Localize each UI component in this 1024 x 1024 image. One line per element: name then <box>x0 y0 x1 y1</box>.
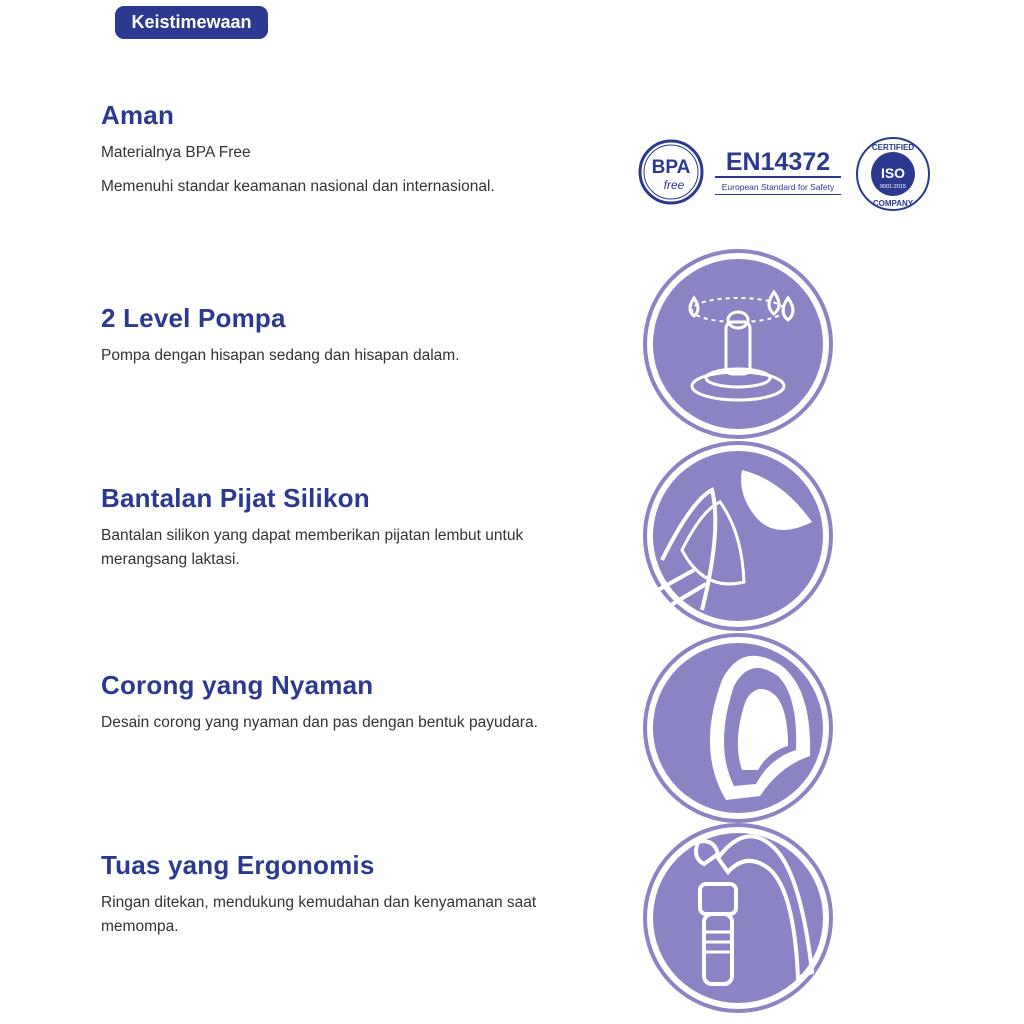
funnel-icon <box>642 632 834 824</box>
silicone-massage-icon <box>642 440 834 632</box>
svg-text:European Standard for Safety: European Standard for Safety <box>721 182 835 192</box>
feature-text: Bantalan silikon yang dapat memberikan pijatan lembut untuk merangsang laktasi. <box>101 527 524 568</box>
iso-certified-logo <box>857 138 929 210</box>
feature-title: Corong yang Nyaman <box>101 670 374 700</box>
feature-title: Bantalan Pijat Silikon <box>101 483 370 513</box>
svg-text:BPA: BPA <box>651 157 691 178</box>
feature-title: 2 Level Pompa <box>101 303 286 333</box>
svg-text:EN14372: EN14372 <box>725 148 831 176</box>
feature-tuas-yang-ergonomis <box>101 850 601 939</box>
feature-bantalan-pijat-silikon <box>101 483 601 572</box>
ergonomic-lever-icon <box>642 822 834 1014</box>
svg-text:COMPANY: COMPANY <box>872 199 914 208</box>
feature-title: Tuas yang Ergonomis <box>101 850 375 880</box>
feature-text: Ringan ditekan, mendukung kemudahan dan kenyamanan saat memompa. <box>101 894 537 935</box>
svg-text:free: free <box>663 178 685 192</box>
svg-text:ISO: ISO <box>880 165 906 181</box>
feature-text: Memenuhi standar keamanan nasional dan internasional. <box>101 178 495 195</box>
en14372-logo <box>715 148 841 195</box>
feature-text: Materialnya BPA Free <box>101 144 251 161</box>
svg-text:CERTIFIED: CERTIFIED <box>871 143 915 152</box>
feature-corong-yang-nyaman <box>101 670 601 735</box>
certification-logos <box>638 136 938 214</box>
bpa-free-logo <box>640 141 702 203</box>
feature-title: Aman <box>101 100 175 130</box>
section-badge: Keistimewaan <box>115 6 268 39</box>
pump-levels-icon <box>642 248 834 440</box>
feature-2-level-pompa <box>101 303 601 368</box>
feature-text: Pompa dengan hisapan sedang dan hisapan dalam. <box>101 347 460 364</box>
feature-text: Desain corong yang nyaman dan pas dengan bentuk payudara. <box>101 714 538 731</box>
svg-text:9001:2015: 9001:2015 <box>880 184 906 190</box>
feature-aman <box>101 100 601 199</box>
